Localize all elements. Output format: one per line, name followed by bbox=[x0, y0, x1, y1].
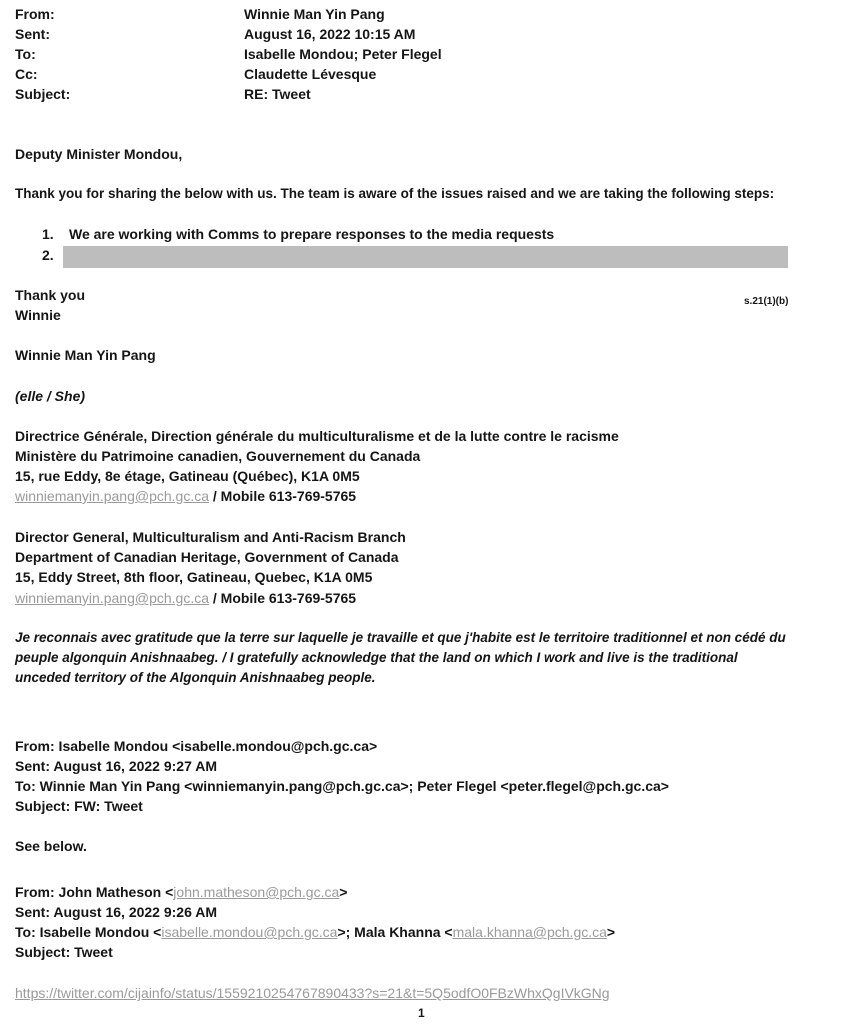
cc-value: Claudette Lévesque bbox=[244, 66, 377, 82]
forward1-from: From: Isabelle Mondou <isabelle.mondou@pch.gc.ca> bbox=[15, 738, 378, 754]
signature-name: Winnie Man Yin Pang bbox=[15, 347, 156, 363]
from-value: Winnie Man Yin Pang bbox=[244, 6, 385, 22]
email-link[interactable]: winniemanyin.pang@pch.gc.ca bbox=[15, 590, 209, 606]
to-suffix: > bbox=[606, 924, 616, 940]
to-prefix: To: Isabelle Mondou < bbox=[15, 924, 162, 940]
to-value: Isabelle Mondou; Peter Flegel bbox=[244, 46, 442, 62]
closing-name: Winnie bbox=[15, 307, 61, 323]
signature-fr-contact bbox=[15, 488, 356, 504]
signature-pronouns: (elle / She) bbox=[15, 388, 86, 404]
mobile-number: / Mobile 613-769-5765 bbox=[209, 488, 357, 504]
sent-label: Sent: bbox=[15, 26, 50, 42]
greeting: Deputy Minister Mondou, bbox=[15, 146, 183, 162]
exemption-code: s.21(1)(b) bbox=[744, 296, 789, 307]
email-link[interactable]: john.matheson@pch.gc.ca bbox=[173, 884, 340, 900]
forward1-subject: Subject: FW: Tweet bbox=[15, 798, 143, 814]
signature-fr-address: 15, rue Eddy, 8e étage, Gatineau (Québec), K1A 0M5 bbox=[15, 468, 360, 484]
redaction-box bbox=[63, 246, 788, 268]
intro-paragraph: Thank you for sharing the below with us. The team is aware of the issues raised and we are taking the following steps: bbox=[15, 186, 775, 201]
forward1-to: To: Winnie Man Yin Pang <winniemanyin.pang@pch.gc.ca>; Peter Flegel <peter.flegel@pch.gc.ca> bbox=[15, 778, 669, 794]
signature-en-dept: Department of Canadian Heritage, Government of Canada bbox=[15, 549, 399, 565]
email-link[interactable]: mala.khanna@pch.gc.ca bbox=[452, 924, 607, 940]
email-link[interactable]: isabelle.mondou@pch.gc.ca bbox=[161, 924, 338, 940]
subject-value: RE: Tweet bbox=[244, 86, 311, 102]
from-label: From: bbox=[15, 6, 55, 22]
mobile-number: / Mobile 613-769-5765 bbox=[209, 590, 357, 606]
to-separator: >; Mala Khanna < bbox=[337, 924, 453, 940]
signature-en-address: 15, Eddy Street, 8th floor, Gatineau, Quebec, K1A 0M5 bbox=[15, 569, 373, 585]
forward2-to bbox=[15, 924, 615, 940]
to-label: To: bbox=[15, 46, 36, 62]
signature-fr-dept: Ministère du Patrimoine canadien, Gouvernement du Canada bbox=[15, 448, 421, 464]
land-acknowledgement-line: unceded territory of the Algonquin Anishnaabeg people. bbox=[15, 670, 376, 685]
email-link[interactable]: winniemanyin.pang@pch.gc.ca bbox=[15, 488, 209, 504]
page-number: 1 bbox=[418, 1006, 425, 1020]
forward2-from bbox=[15, 884, 347, 900]
forward2-subject: Subject: Tweet bbox=[15, 944, 113, 960]
sent-value: August 16, 2022 10:15 AM bbox=[244, 26, 416, 42]
from-prefix: From: John Matheson < bbox=[15, 884, 174, 900]
forward2-sent: Sent: August 16, 2022 9:26 AM bbox=[15, 904, 218, 920]
signature-en-contact bbox=[15, 590, 356, 606]
step-number: 1. bbox=[42, 226, 54, 242]
signature-en-title: Director General, Multiculturalism and Anti-Racism Branch bbox=[15, 529, 406, 545]
land-acknowledgement-line: peuple algonquin Anishnaabeg. / I gratefully acknowledge that the land on which I work and live is the traditional bbox=[15, 650, 738, 665]
tweet-link[interactable]: https://twitter.com/cijainfo/status/1559210254767890433?s=21&t=5Q5odfO0FBzWhxQgIVkGNg bbox=[15, 985, 610, 1001]
step-number: 2. bbox=[42, 247, 54, 263]
cc-label: Cc: bbox=[15, 66, 38, 82]
forward1-sent: Sent: August 16, 2022 9:27 AM bbox=[15, 758, 218, 774]
signature-fr-title: Directrice Générale, Direction générale du multiculturalisme et de la lutte contre le racisme bbox=[15, 428, 619, 444]
forward1-body: See below. bbox=[15, 838, 87, 854]
land-acknowledgement-line: Je reconnais avec gratitude que la terre sur laquelle je travaille et que j'habite est le territoire traditionnel et non cédé du bbox=[15, 630, 786, 645]
from-suffix: > bbox=[339, 884, 348, 900]
subject-label: Subject: bbox=[15, 86, 71, 102]
step-text: We are working with Comms to prepare responses to the media requests bbox=[69, 226, 555, 242]
closing-thanks: Thank you bbox=[15, 287, 86, 303]
